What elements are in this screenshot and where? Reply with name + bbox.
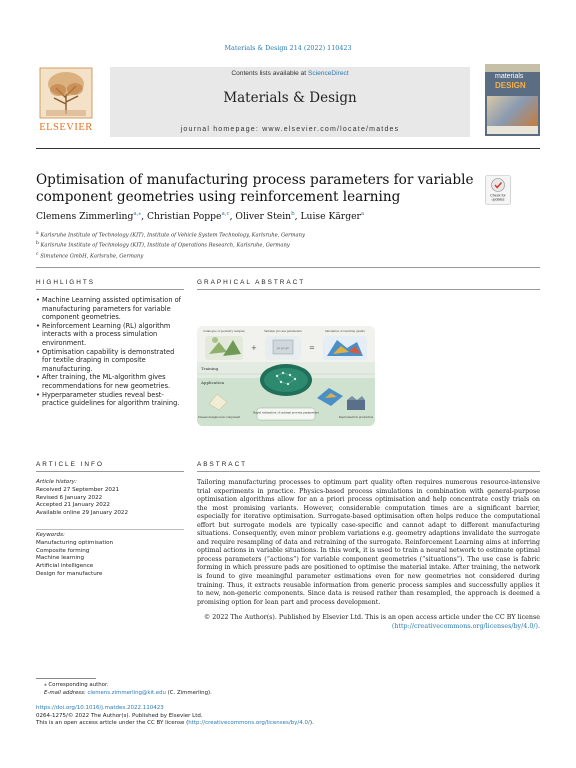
corresponding-author-note: ⁎ Corresponding author. bbox=[44, 682, 109, 688]
journal-cover-thumbnail[interactable] bbox=[485, 64, 540, 136]
title-line-2: component geometries using reinforcement learning bbox=[36, 189, 401, 205]
history-item: Revised 6 January 2022 bbox=[36, 494, 103, 501]
license-link[interactable]: (http://creativecommons.org/licenses/by/4.0/). bbox=[391, 622, 540, 630]
affiliation-text: Karlsruhe Institute of Technology (KIT), Institute of Vehicle System Technology, Karlsruhe, Germany bbox=[40, 232, 305, 239]
author-affiliation-marker[interactable]: a bbox=[360, 211, 365, 217]
history-item: Received 27 September 2021 bbox=[36, 486, 120, 493]
section-rule bbox=[36, 267, 540, 268]
article-history bbox=[36, 479, 184, 518]
homepage-url[interactable]: www.elsevier.com/locate/matdes bbox=[262, 126, 400, 133]
affiliation-marker: b bbox=[36, 241, 39, 247]
footnotes bbox=[36, 681, 436, 697]
svg-text:=: = bbox=[309, 344, 315, 352]
cover-footer bbox=[487, 126, 538, 134]
footnote-rule bbox=[36, 678, 96, 679]
highlight-item: • Machine Learning assisted optimisation of manufacturing parameters for variable component geometries. bbox=[36, 296, 184, 322]
ga-label-geometry-samples: Catalogue of geometry samples bbox=[203, 330, 245, 333]
simulation-quality-illustration bbox=[323, 336, 367, 360]
graphical-abstract-rule bbox=[197, 289, 540, 290]
history-label: Article history: bbox=[36, 479, 77, 485]
keywords-rule bbox=[36, 529, 184, 530]
keyword-item: Manufacturing optimisation bbox=[36, 539, 114, 546]
check-badge-line2: updates bbox=[491, 197, 505, 202]
author-affiliation-marker[interactable]: b bbox=[291, 211, 295, 217]
author-name[interactable]: Oliver Stein bbox=[235, 211, 292, 223]
homepage-prefix: journal homepage: bbox=[180, 126, 263, 133]
title-line-1: Optimisation of manufacturing process parameters for variable bbox=[36, 172, 474, 188]
email-label: E-mail address: bbox=[44, 690, 88, 696]
affiliation-marker: c bbox=[36, 251, 39, 257]
article-info-rule bbox=[36, 471, 184, 472]
geometry-samples-illustration bbox=[205, 336, 243, 360]
svg-text:+: + bbox=[251, 344, 257, 352]
email-line bbox=[36, 689, 436, 697]
oa-license-link[interactable]: http://creativecommons.org/licenses/by/4.0/ bbox=[188, 720, 310, 727]
affiliation-item bbox=[36, 251, 305, 261]
process-parameters-illustration bbox=[265, 336, 301, 360]
highlight-item: • Optimisation capability is demonstrated for textile draping in composite manufacturing. bbox=[36, 348, 184, 374]
affiliation-text: Karlsruhe Institute of Technology (KIT), Institute of Operations Research, Karlsruhe, Germany bbox=[40, 243, 290, 250]
copyright-text: © 2022 The Author(s). Published by Elsevier Ltd. This is an open access article under the CC BY license bbox=[203, 614, 540, 621]
doi-link[interactable]: https://doi.org/10.1016/j.matdes.2022.110423 bbox=[36, 705, 164, 711]
oa-prefix: This is an open access article under the CC BY license ( bbox=[36, 720, 189, 727]
keyword-item: Artificial intelligence bbox=[36, 563, 94, 570]
affiliation-item bbox=[36, 240, 305, 250]
issn-line: 0264-1275/© 2022 The Author(s). Published by Elsevier Ltd. bbox=[36, 712, 203, 719]
cover-top-bar bbox=[485, 64, 540, 72]
graphical-abstract-heading: GRAPHICAL ABSTRACT bbox=[197, 279, 306, 286]
cover-artwork bbox=[487, 96, 538, 126]
email-suffix: (C. Zimmerling). bbox=[165, 690, 212, 696]
history-item: Accepted 21 January 2022 bbox=[36, 502, 110, 509]
elsevier-wordmark: ELSEVIER bbox=[39, 122, 93, 133]
author-separator: , bbox=[294, 211, 301, 223]
oa-suffix: ). bbox=[309, 720, 314, 727]
neural-network-illustration bbox=[260, 364, 312, 396]
author-separator: , bbox=[141, 211, 147, 223]
copyright-notice bbox=[197, 614, 540, 631]
author-name[interactable]: Luise Kärger bbox=[300, 211, 361, 223]
ga-label-process-parameters: Variable process parameters bbox=[264, 330, 302, 333]
svg-text:p₁ p₂ p₃: p₁ p₂ p₃ bbox=[277, 346, 289, 350]
ga-label-unseen-designs: Unseen designs new component bbox=[197, 416, 241, 419]
keywords-label: Keywords: bbox=[36, 532, 65, 538]
contents-line bbox=[110, 70, 470, 77]
author-separator: , bbox=[229, 211, 236, 223]
email-link[interactable]: clemens.zimmerling@kit.edu bbox=[87, 690, 166, 696]
highlights-heading: HIGHLIGHTS bbox=[36, 279, 96, 286]
author-affiliation-marker[interactable]: a,c bbox=[221, 211, 230, 217]
highlights-list bbox=[36, 296, 184, 408]
cover-title-line2: DESIGN bbox=[495, 81, 526, 90]
bottom-publication-info bbox=[36, 705, 456, 728]
keyword-item: Design for manufacture bbox=[36, 570, 103, 577]
abstract-rule bbox=[197, 471, 540, 472]
cover-title-line1: materials bbox=[495, 73, 524, 80]
open-access-line bbox=[36, 720, 456, 728]
keyword-item: Composite forming bbox=[36, 547, 90, 554]
contents-prefix: Contents lists available at bbox=[231, 70, 308, 77]
keywords-block bbox=[36, 532, 184, 579]
highlight-item: • After training, the ML-algorithm gives recommendations for new geometries. bbox=[36, 373, 184, 390]
author-list bbox=[36, 211, 364, 222]
highlights-rule bbox=[36, 289, 184, 290]
ga-label-simulation-quality: Simulation of resulting quality bbox=[324, 330, 366, 333]
highlight-item: • Reinforcement Learning (RL) algorithm interacts with a process simulation environment. bbox=[36, 322, 184, 348]
check-for-updates-badge[interactable] bbox=[485, 175, 511, 205]
ga-label-rapid-estimation: Rapid estimation of optimal process parameters bbox=[253, 410, 319, 415]
article-title bbox=[36, 172, 476, 206]
author-name[interactable]: Christian Poppe bbox=[146, 211, 222, 223]
highlight-item: • Hyperparameter studies reveal best-practice guidelines for algorithm training. bbox=[36, 391, 184, 408]
keyword-item: Machine learning bbox=[36, 555, 85, 562]
header-rule bbox=[36, 148, 540, 149]
ga-label-deployment: Deployment in production bbox=[338, 416, 374, 419]
check-badge-line1: Check for bbox=[490, 193, 506, 198]
sciencedirect-link[interactable]: ScienceDirect bbox=[307, 70, 349, 77]
abstract-text: Tailoring manufacturing processes to optimum part quality often requires numerous resource-intensive trial experiments in practice. Physics-based process simulations in combination with general-purpose optimisation algorithms allow for an a priori process optimisation and help concentrate costly trials on the most promising variants. However, considerable computation times are a significant barrier, especially for iterative optimisation. Surrogate-based optimisation often helps reduce the computational effort but surrogate models are typically case-specific and cannot adapt to different manufacturing situations. Consequently, even minor problem variations e.g. geometry adaptions invalidate the surrogate and require resampling of data and retraining of the surrogate. Reinforcement Learning aims at inferring optimal actions in variable situations. In this work, it is used to train a neural network to estimate optimal process parameters (“actions”) for variable component geometries (“situations”). The use case is fabric forming in which pressure pads are positioned to optimise the material intake. After training, the network is found to give meaningful parameter estimations even for new geometries not considered during training. Thus, it extracts reusable information from generic process samples and successfully applies it to new, non-generic components. Since data is reused rather than resampled, the approach is deemed a promising option for lean part and process development. bbox=[197, 479, 540, 606]
abstract-heading: ABSTRACT bbox=[197, 461, 248, 468]
author-affiliation-marker[interactable]: a,⁎ bbox=[133, 211, 142, 217]
affiliation-text: Simutence GmbH, Karlsruhe, Germany bbox=[40, 253, 144, 260]
graphical-abstract-figure[interactable] bbox=[197, 326, 375, 426]
journal-reference[interactable]: Materials & Design 214 (2022) 110423 bbox=[224, 44, 352, 52]
ga-label-training: Training bbox=[201, 366, 219, 371]
affiliation-item bbox=[36, 230, 305, 240]
history-item: Available online 29 January 2022 bbox=[36, 510, 129, 517]
affiliation-list bbox=[36, 230, 305, 261]
ga-label-application: Application bbox=[201, 380, 225, 385]
affiliation-marker: a bbox=[36, 231, 39, 236]
journal-title[interactable]: Materials & Design bbox=[223, 90, 357, 106]
author-name[interactable]: Clemens Zimmerling bbox=[36, 211, 134, 223]
article-info-heading: ARTICLE INFO bbox=[36, 461, 104, 468]
journal-homepage bbox=[110, 126, 470, 133]
